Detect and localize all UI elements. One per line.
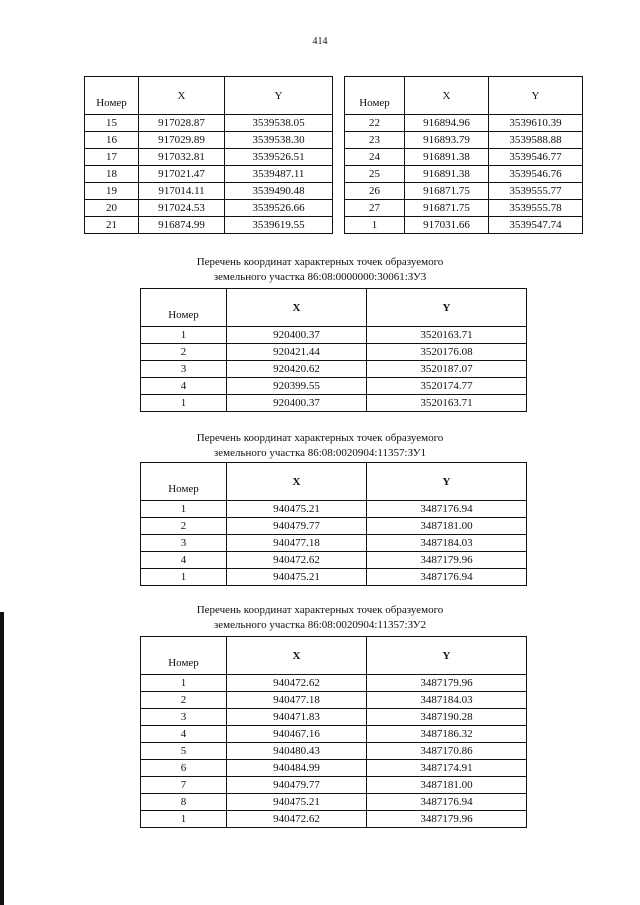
table-row — [141, 535, 527, 552]
cell-num: 26 — [345, 183, 405, 200]
cell-y: 3539526.51 — [225, 149, 333, 166]
table-row — [141, 811, 527, 828]
cell-num: 1 — [345, 217, 405, 234]
cell-x: 920399.55 — [227, 378, 367, 395]
cell-x: 917029.89 — [139, 132, 225, 149]
coords-table-zu3 — [140, 288, 527, 412]
table-row — [141, 344, 527, 361]
table-row — [85, 115, 333, 132]
cell-y: 3539619.55 — [225, 217, 333, 234]
cell-num: 23 — [345, 132, 405, 149]
cell-x: 920400.37 — [227, 395, 367, 412]
table-row — [85, 200, 333, 217]
cell-num: 1 — [141, 327, 227, 344]
cell-num: 1 — [141, 569, 227, 586]
table-row — [345, 183, 583, 200]
scan-edge-bar — [0, 612, 4, 905]
header-x: X — [227, 463, 367, 501]
table-row — [141, 569, 527, 586]
cell-y: 3520174.77 — [367, 378, 527, 395]
cell-num: 2 — [141, 518, 227, 535]
table-header-row — [141, 637, 527, 675]
table-row — [141, 552, 527, 569]
cell-y: 3520163.71 — [367, 395, 527, 412]
table-row — [85, 217, 333, 234]
cell-num: 20 — [85, 200, 139, 217]
cell-x: 916874.99 — [139, 217, 225, 234]
coords-table-zu2 — [140, 636, 527, 828]
cell-num: 1 — [141, 811, 227, 828]
cell-y: 3487181.00 — [367, 777, 527, 794]
table-row — [141, 709, 527, 726]
cell-y: 3487176.94 — [367, 501, 527, 518]
table-header-row — [141, 289, 527, 327]
cell-y: 3539555.78 — [489, 200, 583, 217]
cell-x: 916891.38 — [405, 149, 489, 166]
table-row — [345, 217, 583, 234]
cell-x: 940472.62 — [227, 552, 367, 569]
cell-x: 940471.83 — [227, 709, 367, 726]
cell-num: 2 — [141, 344, 227, 361]
cell-y: 3539487.11 — [225, 166, 333, 183]
header-num: Номер — [345, 77, 405, 115]
cell-y: 3539490.48 — [225, 183, 333, 200]
section-title-line1: Перечень координат характерных точек образуемого — [196, 604, 444, 616]
table-row — [345, 166, 583, 183]
cell-y: 3539610.39 — [489, 115, 583, 132]
section-title-line2: земельного участка 86:08:0000000:30061:ЗУ3 — [213, 271, 427, 283]
header-num: Номер — [141, 637, 227, 675]
header-x: X — [227, 289, 367, 327]
cell-num: 4 — [141, 726, 227, 743]
table-header-row — [141, 463, 527, 501]
cell-x: 917028.87 — [139, 115, 225, 132]
cell-num: 4 — [141, 552, 227, 569]
cell-y: 3487184.03 — [367, 535, 527, 552]
cell-x: 916894.96 — [405, 115, 489, 132]
cell-num: 2 — [141, 692, 227, 709]
table-row — [141, 378, 527, 395]
cell-x: 916893.79 — [405, 132, 489, 149]
table-row — [85, 183, 333, 200]
table-row — [141, 675, 527, 692]
cell-num: 1 — [141, 395, 227, 412]
section-title-line1: Перечень координат характерных точек образуемого — [196, 432, 444, 444]
cell-num: 8 — [141, 794, 227, 811]
cell-y: 3487176.94 — [367, 569, 527, 586]
coords-table-top-right — [344, 76, 583, 234]
header-y: Y — [489, 77, 583, 115]
header-x: X — [139, 77, 225, 115]
table-row — [141, 692, 527, 709]
header-y: Y — [225, 77, 333, 115]
table-row — [141, 395, 527, 412]
table-row — [85, 166, 333, 183]
cell-num: 7 — [141, 777, 227, 794]
cell-x: 920421.44 — [227, 344, 367, 361]
cell-num: 3 — [141, 361, 227, 378]
table-row — [141, 760, 527, 777]
cell-x: 917031.66 — [405, 217, 489, 234]
header-x: X — [227, 637, 367, 675]
cell-x: 940477.18 — [227, 692, 367, 709]
cell-x: 917014.11 — [139, 183, 225, 200]
cell-y: 3487181.00 — [367, 518, 527, 535]
cell-y: 3539547.74 — [489, 217, 583, 234]
cell-y: 3487179.96 — [367, 811, 527, 828]
header-num: Номер — [141, 463, 227, 501]
table-row — [141, 794, 527, 811]
table-row — [141, 327, 527, 344]
cell-y: 3487170.86 — [367, 743, 527, 760]
table-row — [85, 149, 333, 166]
cell-y: 3487190.28 — [367, 709, 527, 726]
cell-x: 940472.62 — [227, 811, 367, 828]
cell-x: 916891.38 — [405, 166, 489, 183]
cell-x: 940479.77 — [227, 518, 367, 535]
section-title-zu1 — [0, 431, 640, 461]
table-row — [141, 501, 527, 518]
cell-num: 25 — [345, 166, 405, 183]
cell-num: 1 — [141, 501, 227, 518]
section-title-line2: земельного участка 86:08:0020904:11357:ЗУ1 — [213, 447, 427, 459]
cell-y: 3520163.71 — [367, 327, 527, 344]
cell-num: 5 — [141, 743, 227, 760]
table-row — [141, 361, 527, 378]
cell-x: 940479.77 — [227, 777, 367, 794]
table-row — [345, 132, 583, 149]
header-num: Номер — [141, 289, 227, 327]
cell-y: 3539588.88 — [489, 132, 583, 149]
cell-x: 940484.99 — [227, 760, 367, 777]
cell-x: 940467.16 — [227, 726, 367, 743]
cell-y: 3487184.03 — [367, 692, 527, 709]
cell-num: 21 — [85, 217, 139, 234]
table-row — [345, 115, 583, 132]
cell-y: 3539546.77 — [489, 149, 583, 166]
cell-x: 940475.21 — [227, 501, 367, 518]
cell-num: 15 — [85, 115, 139, 132]
cell-x: 917032.81 — [139, 149, 225, 166]
table-header-row — [345, 77, 583, 115]
header-y: Y — [367, 289, 527, 327]
cell-num: 27 — [345, 200, 405, 217]
table-row — [141, 726, 527, 743]
cell-y: 3487186.32 — [367, 726, 527, 743]
cell-y: 3539538.30 — [225, 132, 333, 149]
coords-table-top-left — [84, 76, 333, 234]
cell-num: 1 — [141, 675, 227, 692]
cell-y: 3539538.05 — [225, 115, 333, 132]
header-num: Номер — [85, 77, 139, 115]
section-title-line1: Перечень координат характерных точек образуемого — [196, 256, 444, 268]
cell-x: 920400.37 — [227, 327, 367, 344]
page-number: 414 — [312, 36, 328, 47]
cell-y: 3487179.96 — [367, 675, 527, 692]
header-y: Y — [367, 463, 527, 501]
table-row — [345, 200, 583, 217]
cell-x: 917024.53 — [139, 200, 225, 217]
cell-num: 16 — [85, 132, 139, 149]
section-title-zu2 — [0, 603, 640, 633]
cell-x: 940475.21 — [227, 569, 367, 586]
cell-x: 940475.21 — [227, 794, 367, 811]
cell-x: 916871.75 — [405, 200, 489, 217]
cell-num: 17 — [85, 149, 139, 166]
cell-num: 6 — [141, 760, 227, 777]
header-x: X — [405, 77, 489, 115]
cell-y: 3520176.08 — [367, 344, 527, 361]
cell-x: 917021.47 — [139, 166, 225, 183]
cell-x: 916871.75 — [405, 183, 489, 200]
cell-num: 19 — [85, 183, 139, 200]
cell-num: 3 — [141, 709, 227, 726]
coords-table-zu1 — [140, 462, 527, 586]
table-row — [345, 149, 583, 166]
table-row — [85, 132, 333, 149]
table-header-row — [85, 77, 333, 115]
cell-num: 22 — [345, 115, 405, 132]
cell-x: 940472.62 — [227, 675, 367, 692]
cell-num: 18 — [85, 166, 139, 183]
cell-num: 4 — [141, 378, 227, 395]
cell-x: 940477.18 — [227, 535, 367, 552]
table-row — [141, 743, 527, 760]
header-y: Y — [367, 637, 527, 675]
cell-y: 3520187.07 — [367, 361, 527, 378]
cell-num: 3 — [141, 535, 227, 552]
cell-y: 3487176.94 — [367, 794, 527, 811]
section-title-zu3 — [0, 255, 640, 285]
cell-num: 24 — [345, 149, 405, 166]
cell-y: 3487179.96 — [367, 552, 527, 569]
cell-x: 920420.62 — [227, 361, 367, 378]
cell-y: 3539526.66 — [225, 200, 333, 217]
table-row — [141, 777, 527, 794]
cell-y: 3539555.77 — [489, 183, 583, 200]
table-row — [141, 518, 527, 535]
cell-y: 3539546.76 — [489, 166, 583, 183]
cell-y: 3487174.91 — [367, 760, 527, 777]
cell-x: 940480.43 — [227, 743, 367, 760]
section-title-line2: земельного участка 86:08:0020904:11357:ЗУ2 — [213, 619, 427, 631]
